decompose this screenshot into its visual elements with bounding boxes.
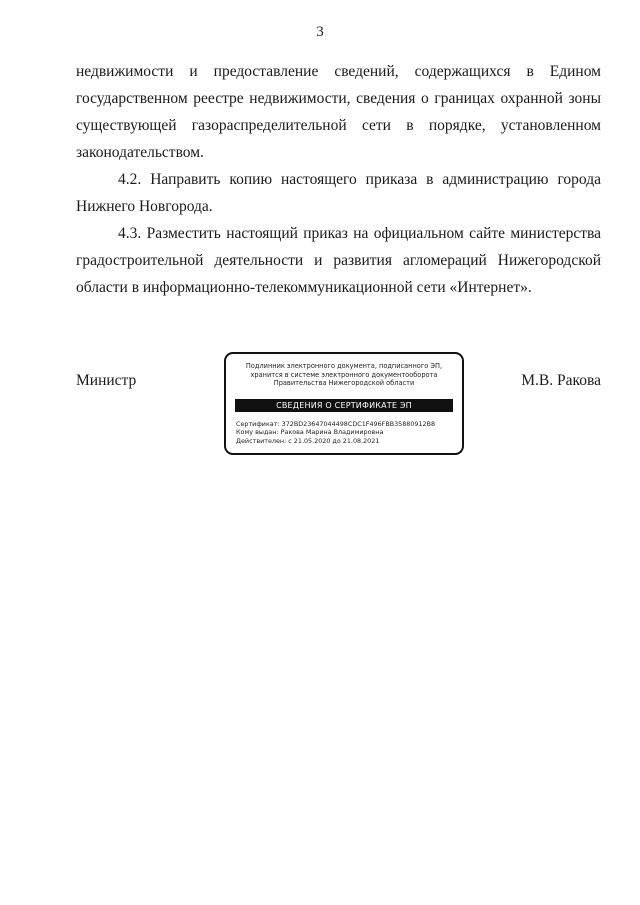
text-line: области в информационно-телекоммуникационной сети «Интернет». xyxy=(76,279,532,296)
stamp-header-line: Правительства Нижегородской области xyxy=(273,379,415,387)
text-line: законодательством. xyxy=(76,144,204,161)
text-line: 4.3. Разместить настоящий приказ на официальном сайте министерства xyxy=(118,225,601,242)
stamp-title: СВЕДЕНИЯ О СЕРТИФИКАТЕ ЭП xyxy=(235,399,453,412)
stamp-header-line: хранится в системе электронного документооборота xyxy=(250,370,438,379)
page-number: 3 xyxy=(316,24,324,40)
text-line: 4.2. Направить копию настоящего приказа в администрацию города xyxy=(118,171,601,188)
paragraph-registry xyxy=(76,58,601,166)
paragraph-4-2 xyxy=(76,166,601,220)
certificate-number: Сертификат: 372BD23647044498CDC1F496FBB35880912B8 xyxy=(236,420,436,428)
text-line: градостроительной деятельности и развития агломераций Нижегородской xyxy=(76,252,601,269)
electronic-signature-stamp xyxy=(224,352,464,455)
text-line: существующей газораспределительной сети в порядке, установленном xyxy=(76,117,601,134)
certificate-validity: Действителен: с 21.05.2020 до 21.08.2021 xyxy=(236,436,380,445)
certificate-owner: Кому выдан: Ракова Марина Владимировна xyxy=(236,428,384,437)
text-line: государственном реестре недвижимости, сведения о границах охранной зоны xyxy=(76,90,601,107)
stamp-header xyxy=(226,362,462,388)
text-line: Нижнего Новгорода. xyxy=(76,198,213,215)
stamp-details xyxy=(236,420,456,445)
stamp-header-line: Подлинник электронного документа, подписанного ЭП, xyxy=(245,362,443,370)
paragraph-4-3 xyxy=(76,220,601,301)
text-line: недвижимости и предоставление сведений, содержащихся в Едином xyxy=(76,63,601,80)
signer-name: М.В. Ракова xyxy=(521,372,601,389)
document-body xyxy=(76,58,601,301)
signer-position: Министр xyxy=(76,372,137,389)
